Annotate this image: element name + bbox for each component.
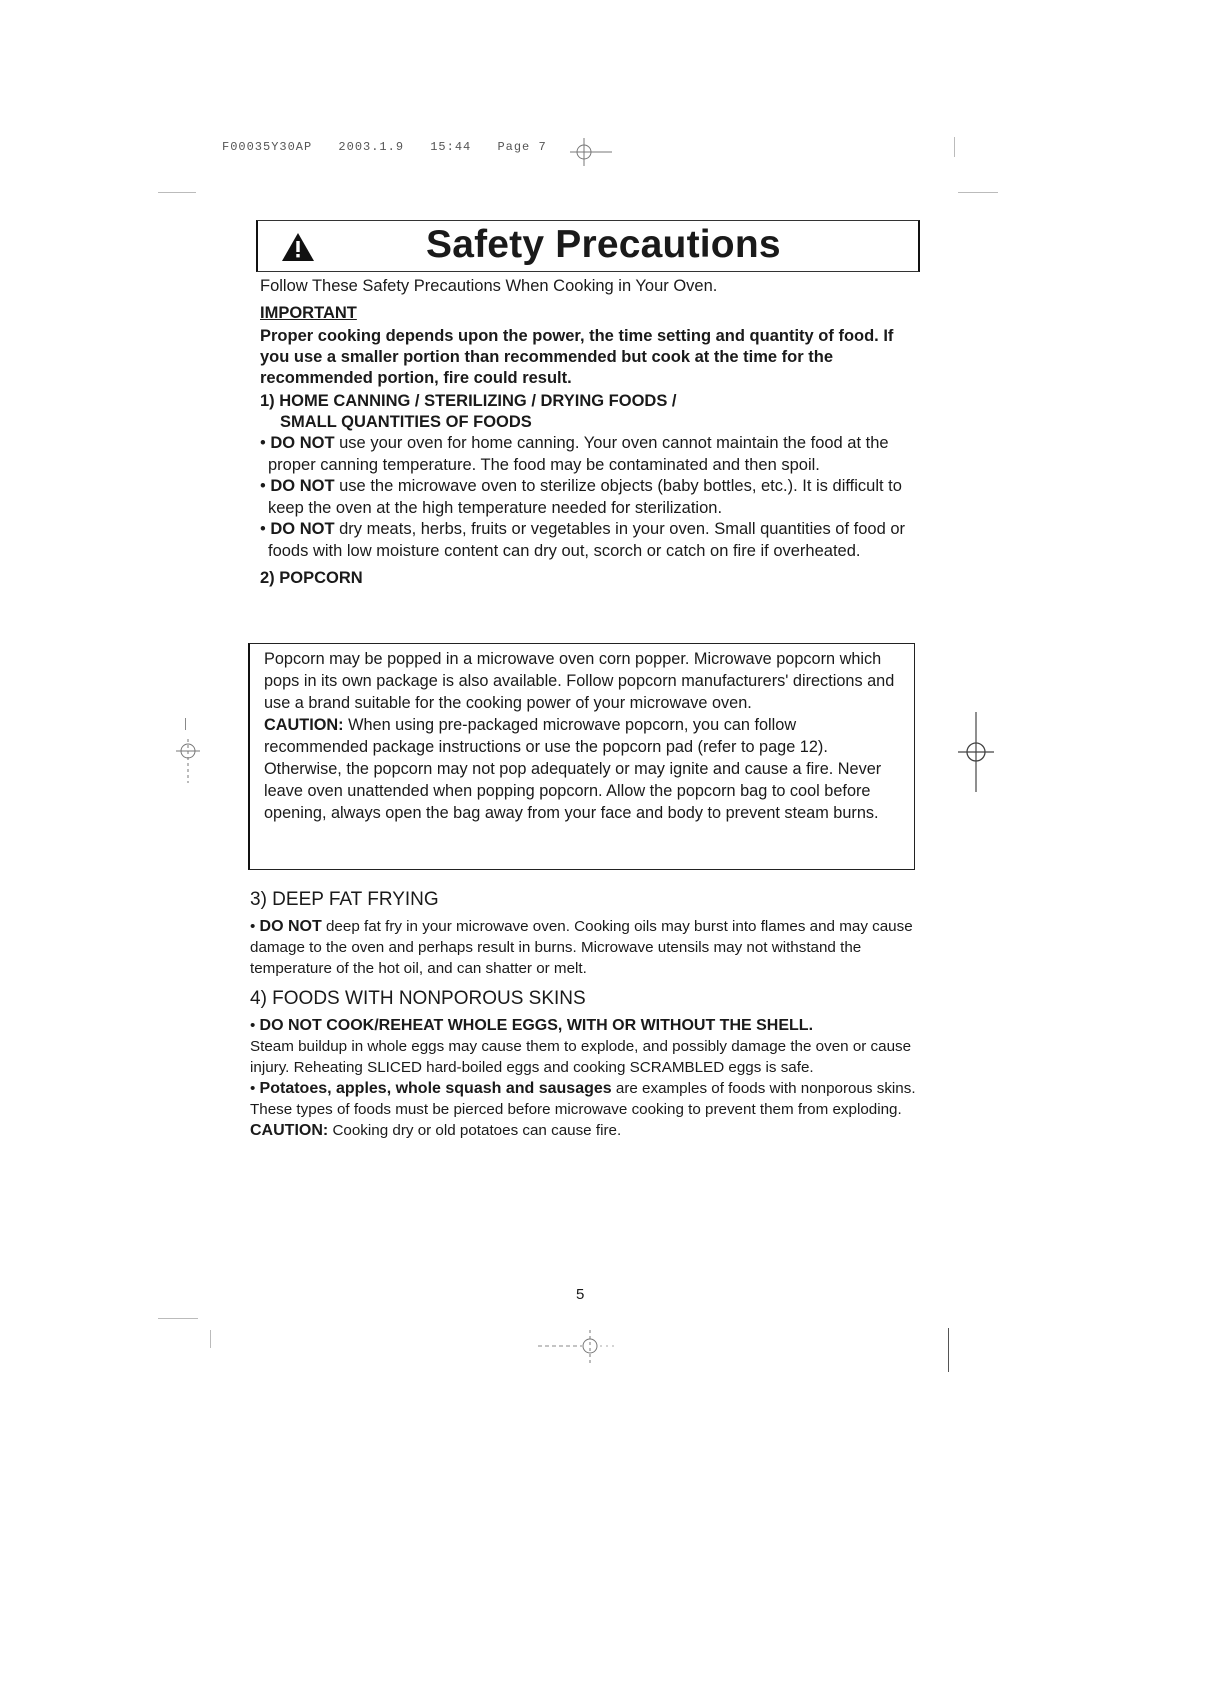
- section3-heading: 3) DEEP FAT FRYING: [250, 889, 439, 910]
- slug-time: 15:44: [430, 140, 472, 154]
- lower-content: [250, 888, 922, 1141]
- popcorn-caution: CAUTION: When using pre-packaged microwave popcorn, you can follow recommended package instructions or use the popcorn pad (refer to page 12). Otherwise, the popcorn may not pop adequately or may ignite and cause a fire. Never leave oven unattended when popping popcorn. Allow the popcorn bag to cool before opening, always open the bag away from your face and body to prevent steam burns.: [264, 716, 882, 822]
- page-title: Safety Precautions: [426, 223, 781, 266]
- section2-heading: 2) POPCORN: [260, 569, 363, 587]
- list-item: • DO NOT use your oven for home canning. Your oven cannot maintain the food at the proper canning temperature. The food may be contaminated and then spoil.: [260, 434, 889, 474]
- print-slug: [222, 140, 565, 154]
- important-label: IMPORTANT: [260, 304, 357, 322]
- registration-mark-icon: [956, 712, 996, 792]
- popcorn-text: Popcorn may be popped in a microwave oven corn popper. Microwave popcorn which pops in its own package is also available. Follow popcorn manufacturers' directions and use a brand suitable for the cooking power of your microwave oven.: [264, 650, 895, 712]
- crop-mark: [158, 1318, 198, 1319]
- eggs-text: Steam buildup in whole eggs may cause them to explode, and possibly damage the oven or cause injury. Reheating SLICED hard-boiled eggs and cooking SCRAMBLED eggs is safe.: [250, 1038, 912, 1076]
- potatoes-caution: CAUTION: Cooking dry or old potatoes can cause fire.: [250, 1122, 622, 1139]
- section1-subheading: SMALL QUANTITIES OF FOODS: [280, 413, 532, 431]
- upper-content: [260, 276, 920, 589]
- section4-heading: 4) FOODS WITH NONPOROUS SKINS: [250, 988, 586, 1009]
- crop-mark: [954, 137, 955, 157]
- warning-triangle-icon: [280, 231, 316, 263]
- crop-mark: [185, 718, 186, 730]
- crop-mark: [948, 1328, 949, 1372]
- registration-mark-icon: [530, 1326, 620, 1366]
- list-item: • DO NOT dry meats, herbs, fruits or vegetables in your oven. Small quantities of food or foods with low moisture content can dry out, scorch or catch on fire if overheated.: [260, 520, 905, 560]
- list-item: • DO NOT COOK/REHEAT WHOLE EGGS, WITH OR WITHOUT THE SHELL.: [250, 1017, 814, 1034]
- page-number: 5: [576, 1286, 585, 1303]
- registration-mark-icon: [172, 735, 204, 785]
- list-item: • DO NOT use the microwave oven to sterilize objects (baby bottles, etc.). It is difficult to keep the oven at the high temperature needed for sterilization.: [260, 477, 902, 517]
- list-item: • Potatoes, apples, whole squash and sausages are examples of foods with nonporous skins. These types of foods must be pierced before microwave cooking to prevent them from exploding.: [250, 1080, 916, 1118]
- list-item: • DO NOT deep fat fry in your microwave oven. Cooking oils may burst into flames and may cause damage to the oven and perhaps result in burns. Microwave utensils may not withstand the temperature of the hot oil, and can shatter or melt.: [250, 918, 913, 977]
- crop-mark: [210, 1330, 211, 1348]
- slug-date: 2003.1.9: [338, 140, 405, 154]
- intro-text: Follow These Safety Precautions When Cooking in Your Oven.: [260, 277, 718, 295]
- registration-mark-icon: [566, 132, 614, 172]
- crop-mark: [958, 192, 998, 193]
- slug-file-id: F00035Y30AP: [222, 140, 313, 154]
- title-banner: [256, 220, 920, 272]
- important-text: Proper cooking depends upon the power, the time setting and quantity of food. If you use a smaller portion than recommended but cook at the time for the recommended portion, fire could result.: [260, 327, 894, 387]
- popcorn-box: [248, 643, 915, 870]
- crop-mark: [158, 192, 196, 193]
- slug-page: Page 7: [497, 140, 547, 154]
- section1-heading: 1) HOME CANNING / STERILIZING / DRYING FOODS /: [260, 392, 677, 410]
